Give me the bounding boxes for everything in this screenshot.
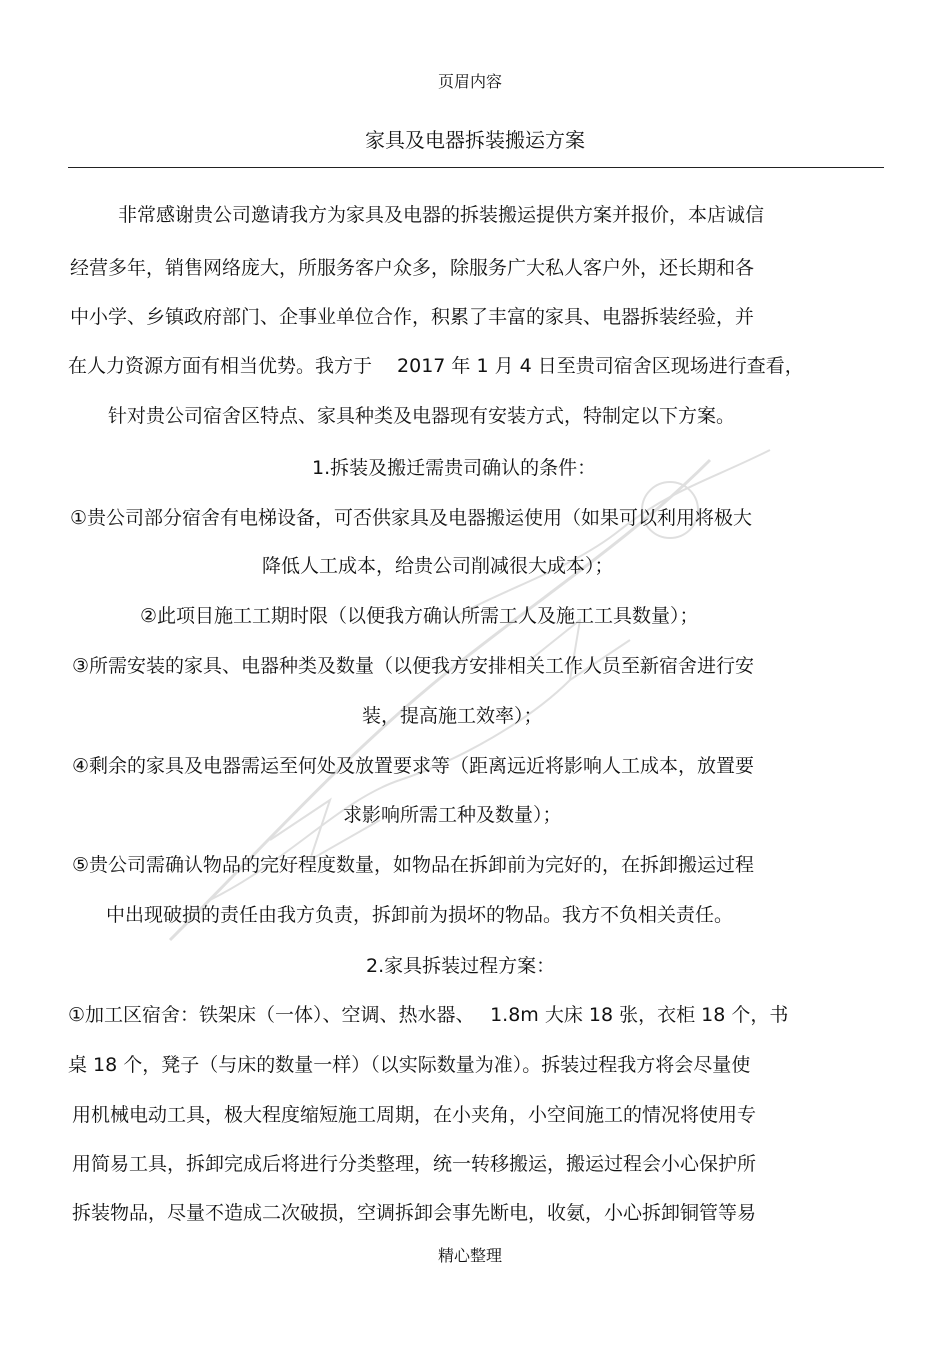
body-line: 求影响所需工种及数量）； <box>343 804 562 826</box>
body-line: 拆装物品，尽量不造成二次破损，空调拆卸会事先断电，收氨，小心拆卸铜管等易 <box>72 1202 757 1224</box>
body-line: ③所需安装的家具、电器种类及数量（以便我方安排相关工作人员至新宿舍进行安 <box>72 655 755 677</box>
body-line: 中小学、乡镇政府部门、企事业单位合作，积累了丰富的家具、电器拆装经验，并 <box>70 306 755 328</box>
page-header: 页眉内容 <box>438 72 503 91</box>
body-line: ⑤贵公司需确认物品的完好程度数量，如物品在拆卸前为完好的，在拆卸搬运过程 <box>72 854 755 876</box>
body-line: 经营多年，销售网络庞大，所服务客户众多，除服务广大私人客户外，还长期和各 <box>70 257 755 279</box>
body-line: 在人力资源方面有相当优势。我方于 2017 年 1 月 4 日至贵司宿舍区现场进行查看， <box>68 355 804 377</box>
title-divider <box>68 167 884 168</box>
document-title: 家具及电器拆装搬运方案 <box>365 128 585 152</box>
page-footer: 精心整理 <box>438 1246 503 1265</box>
body-line: 用机械电动工具，极大程度缩短施工周期，在小夹角，小空间施工的情况将使用专 <box>72 1104 757 1126</box>
body-line: 桌 18 个，凳子（与床的数量一样）（以实际数量为准）。拆装过程我方将会尽量使 <box>68 1054 751 1076</box>
body-line: ④剩余的家具及电器需运至何处及放置要求等（距离远近将影响人工成本，放置要 <box>72 755 755 777</box>
watermark-signature <box>150 420 830 980</box>
body-line: 针对贵公司宿舍区特点、家具种类及电器现有安装方式，特制定以下方案。 <box>108 405 736 427</box>
body-line: 中出现破损的责任由我方负责，拆卸前为损坏的物品。我方不负相关责任。 <box>106 904 734 926</box>
body-line: 降低人工成本，给贵公司削减很大成本）； <box>262 555 614 577</box>
body-line: 非常感谢贵公司邀请我方为家具及电器的拆装搬运提供方案并报价，本店诚信 <box>118 204 765 226</box>
body-line: 用简易工具，拆卸完成后将进行分类整理，统一转移搬运，搬运过程会小心保护所 <box>72 1153 757 1175</box>
body-line: 装，提高施工效率）； <box>362 705 543 727</box>
body-line: ②此项目施工工期时限（以便我方确认所需工人及施工工具数量）； <box>140 605 699 627</box>
section-heading: 1.拆装及搬迁需贵司确认的条件： <box>312 457 597 479</box>
body-line: ①加工区宿舍：铁架床（一体）、空调、热水器、 1.8m 大床 18 张，衣柜 18 个，书 <box>68 1004 789 1026</box>
body-line: ①贵公司部分宿舍有电梯设备，可否供家具及电器搬运使用（如果可以利用将极大 <box>70 507 753 529</box>
section-heading: 2.家具拆装过程方案： <box>366 955 556 977</box>
